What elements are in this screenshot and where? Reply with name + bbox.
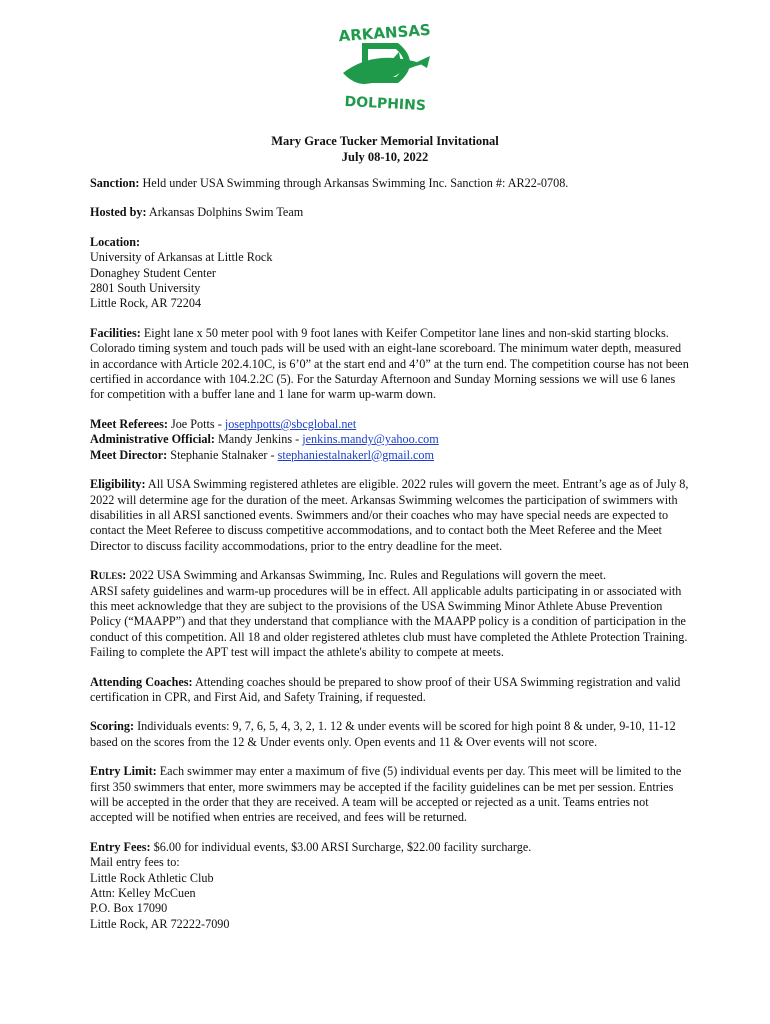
- mail-address-line: Attn: Kelley McCuen: [90, 886, 196, 901]
- hosted-paragraph: [90, 205, 690, 220]
- entry-limit-label: Entry Limit:: [90, 764, 157, 779]
- logo-top-text: ARKANSAS: [338, 20, 432, 46]
- sanction-text: Held under USA Swimming through Arkansas Swimming Inc. Sanction #: AR22-0708.: [139, 176, 569, 190]
- hosted-label: Hosted by:: [90, 205, 147, 220]
- rules-first-line: [90, 568, 690, 583]
- mail-address-line: P.O. Box 17090: [90, 901, 168, 916]
- meet-dates: July 08-10, 2022: [341, 150, 429, 164]
- rules-paragraph: [90, 568, 690, 660]
- mail-address-line: Little Rock, AR 72222-7090: [90, 916, 230, 931]
- entry-fees-first-line: [90, 840, 690, 855]
- coaches-paragraph: [90, 675, 690, 706]
- official-row: [90, 448, 690, 463]
- official-label: Administrative Official:: [90, 432, 215, 447]
- scoring-text: Individuals events: 9, 7, 6, 5, 4, 3, 2, 1. 12 & under events will be scored for high point 8 & under, 9-10, 11-12 based on the scores from the 12 & Under events only. Open events and 11 & Over events will not score.: [90, 719, 676, 749]
- rules-text: ARSI safety guidelines and warm-up procedures will be in effect. All applicable adults participating in or associated with this meet acknowledge that they are subject to the provisions of the USA Swimming Minor Athlete Abuse Prevention Policy (“MAAPP”) and that they understand that compliance with the MAAPP policy is a condition of participation in the conduct of this competition. All 18 and older registered athletes club must have completed the Athlete Protection Training. Failing to complete the APT test will impact the athlete's ability to compete at meets.: [90, 583, 688, 660]
- meet-document-body: [90, 176, 690, 946]
- official-email-link[interactable]: jenkins.mandy@yahoo.com: [302, 432, 439, 447]
- location-line: University of Arkansas at Little Rock: [90, 250, 273, 265]
- arkansas-dolphins-logo: [335, 18, 435, 118]
- meet-title: Mary Grace Tucker Memorial Invitational: [271, 134, 499, 148]
- officials-paragraph: [90, 417, 690, 463]
- location-line: 2801 South University: [90, 281, 201, 296]
- location-paragraph: [90, 235, 690, 312]
- entry-fees-text: $6.00 for individual events, $3.00 ARSI Surcharge, $22.00 facility surcharge.: [150, 839, 532, 854]
- official-label: Meet Director:: [90, 447, 168, 462]
- mail-address-line: Mail entry fees to:: [90, 855, 180, 870]
- official-row: [90, 432, 690, 447]
- official-name: Joe Potts -: [167, 416, 225, 431]
- location-line: Little Rock, AR 72204: [90, 296, 202, 311]
- official-row: [90, 417, 690, 432]
- eligibility-text: All USA Swimming registered athletes are eligible. 2022 rules will govern the meet. Entrant’s age as of July 8, 2022 will determine age for the duration of the meet. Arkansas Swimming welcomes the participation of swimmers with disabilities in all ARSI sanctioned events. Swimmers and/or their coaches who may have special needs are expected to contact the Meet Referee to discuss competitive accommodations, and to contact both the Meet Referee and the Meet Director to discuss facility accommodations, prior to the entry deadline for the meet.: [90, 477, 689, 553]
- mail-address-line: Little Rock Athletic Club: [90, 870, 214, 885]
- official-label: Meet Referees:: [90, 416, 168, 431]
- facilities-label: Facilities:: [90, 325, 141, 340]
- sanction-paragraph: [90, 176, 690, 191]
- entry-fees-label: Entry Fees:: [90, 839, 151, 854]
- location-line: Donaghey Student Center: [90, 265, 216, 280]
- meet-title-block: [0, 133, 770, 165]
- official-name: Stephanie Stalnaker -: [167, 447, 278, 462]
- official-name: Mandy Jenkins -: [214, 432, 303, 447]
- rules-label: Rules:: [90, 568, 127, 583]
- coaches-label: Attending Coaches:: [90, 674, 193, 689]
- sanction-label: Sanction:: [90, 176, 140, 190]
- coaches-text: Attending coaches should be prepared to show proof of their USA Swimming registration and valid certification in CPR, and First Aid, and Safety Training, if requested.: [90, 674, 681, 704]
- logo-bottom-text: DOLPHINS: [344, 93, 427, 115]
- scoring-label: Scoring:: [90, 719, 135, 734]
- facilities-text: Eight lane x 50 meter pool with 9 foot lanes with Keifer Competitor lane lines and non-skid starting blocks. Colorado timing system and touch pads will be used with an eight-lane scoreboard. The minimum water depth, measured in accordance with Article 202.4.10C, is 6’0” at the start end and 4’0” at the turn end. The competition course has not been certified in accordance with 104.2.2C (5). For the Saturday Afternoon and Sunday Morning sessions we will use 6 lanes for competition with a buffer lane and 1 lane for warm up-warm down.: [90, 325, 689, 402]
- facilities-paragraph: [90, 326, 690, 403]
- location-label: Location:: [90, 234, 141, 249]
- official-email-link[interactable]: stephaniestalnakerl@gmail.com: [277, 447, 435, 462]
- eligibility-paragraph: [90, 477, 690, 554]
- entry-limit-paragraph: [90, 764, 690, 826]
- eligibility-label: Eligibility:: [90, 477, 146, 492]
- rules-line1: 2022 USA Swimming and Arkansas Swimming, Inc. Rules and Regulations will govern the meet.: [126, 568, 607, 583]
- entry-limit-text: Each swimmer may enter a maximum of five (5) individual events per day. This meet will be limited to the first 350 swimmers that enter, more swimmers may be accepted if the facility guidelines can be met per session. Entries will be accepted in the order that they are received. A team will be accepted or rejected as a unit. Teams entries not accepted will be notified when entries are received, and fees will be returned.: [90, 764, 682, 825]
- scoring-paragraph: [90, 719, 690, 750]
- hosted-text: Arkansas Dolphins Swim Team: [146, 205, 304, 220]
- official-email-link[interactable]: josephpotts@sbcglobal.net: [224, 416, 357, 431]
- entry-fees-paragraph: [90, 840, 690, 932]
- dolphin-logo-icon: [335, 18, 435, 118]
